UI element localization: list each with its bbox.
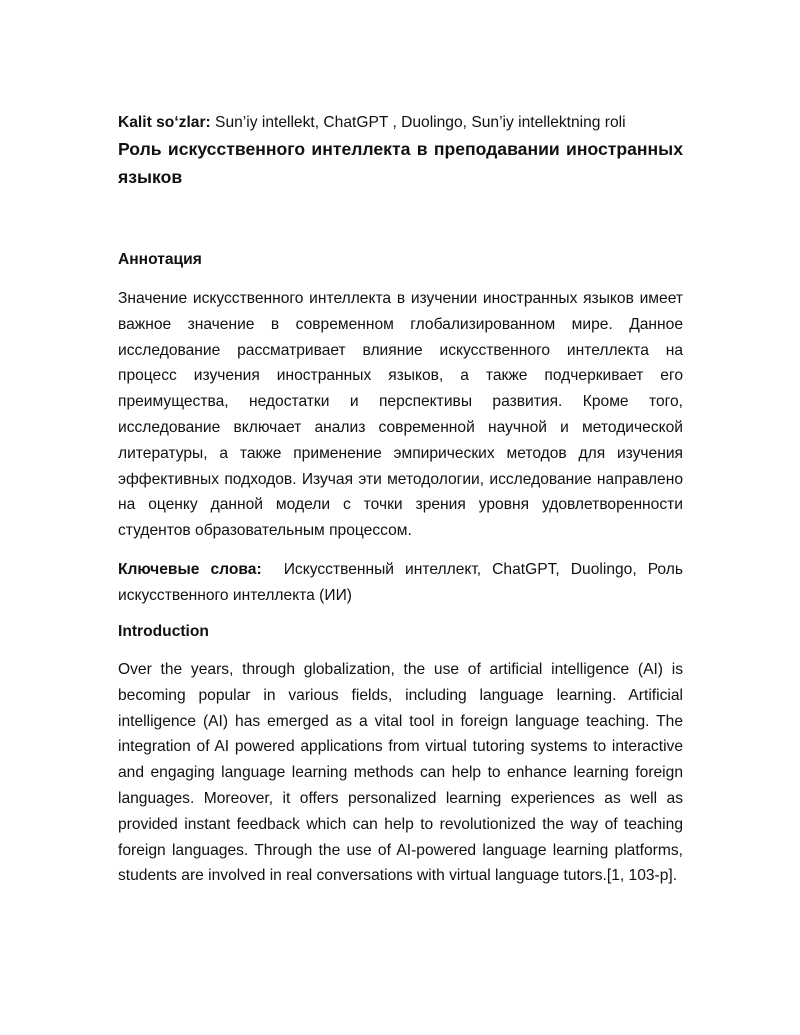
russian-keywords-text: Искусственный интеллект, ChatGPT, Duolingo, Роль искусственного интеллекта (ИИ) — [118, 561, 688, 604]
annotation-text: Значение искусственного интеллекта в изучении иностранных языков имеет важное значение в современном глобализированном мире. Данное исследование рассматривает влияние искусственного интеллекта на процесс изучения иностранных языков, а также подчеркивает его преимущества, недостатки и перспективы развития. Кроме того, исследование включает анализ современной научной и методической литературы, а также применение эмпирических методов для изучения эффективных подходов. Изучая эти методологии, исследование направлено на оценку данной модели с точки зрения уровня удовлетворенности студентов образовательным процессом. — [118, 290, 683, 540]
uzbek-keywords-text: Sun’iy intellekt, ChatGPT , Duolingo, Sun’iy intellektning roli — [210, 113, 626, 131]
uzbek-keywords-label: Kalit so‘zlar: — [118, 113, 211, 131]
introduction-text: Over the years, through globalization, the use of artificial intelligence (AI) is becoming popular in various fields, including language learning. Artificial intelligence (AI) has emerged as a vital tool in foreign language teaching. The integration of AI powered applications from virtual tutoring systems to interactive and engaging language learning methods can help to enhance learning foreign languages. Moreover, it offers personalized learning experiences as well as provided instant feedback which can help to revolutionized the way of teaching foreign languages. Through the use of AI-powered language learning platforms, students are involved in real conversations with virtual language tutors.[1, 103-p]. — [118, 661, 683, 885]
uzbek-keywords — [118, 110, 683, 135]
russian-keywords — [118, 557, 688, 609]
annotation-heading: Аннотация — [118, 251, 202, 268]
paper-title: Роль искусственного интеллекта в преподавании иностранных языков — [118, 139, 683, 187]
introduction-heading: Introduction — [118, 623, 209, 640]
russian-keywords-label: Ключевые слова: — [118, 561, 262, 578]
